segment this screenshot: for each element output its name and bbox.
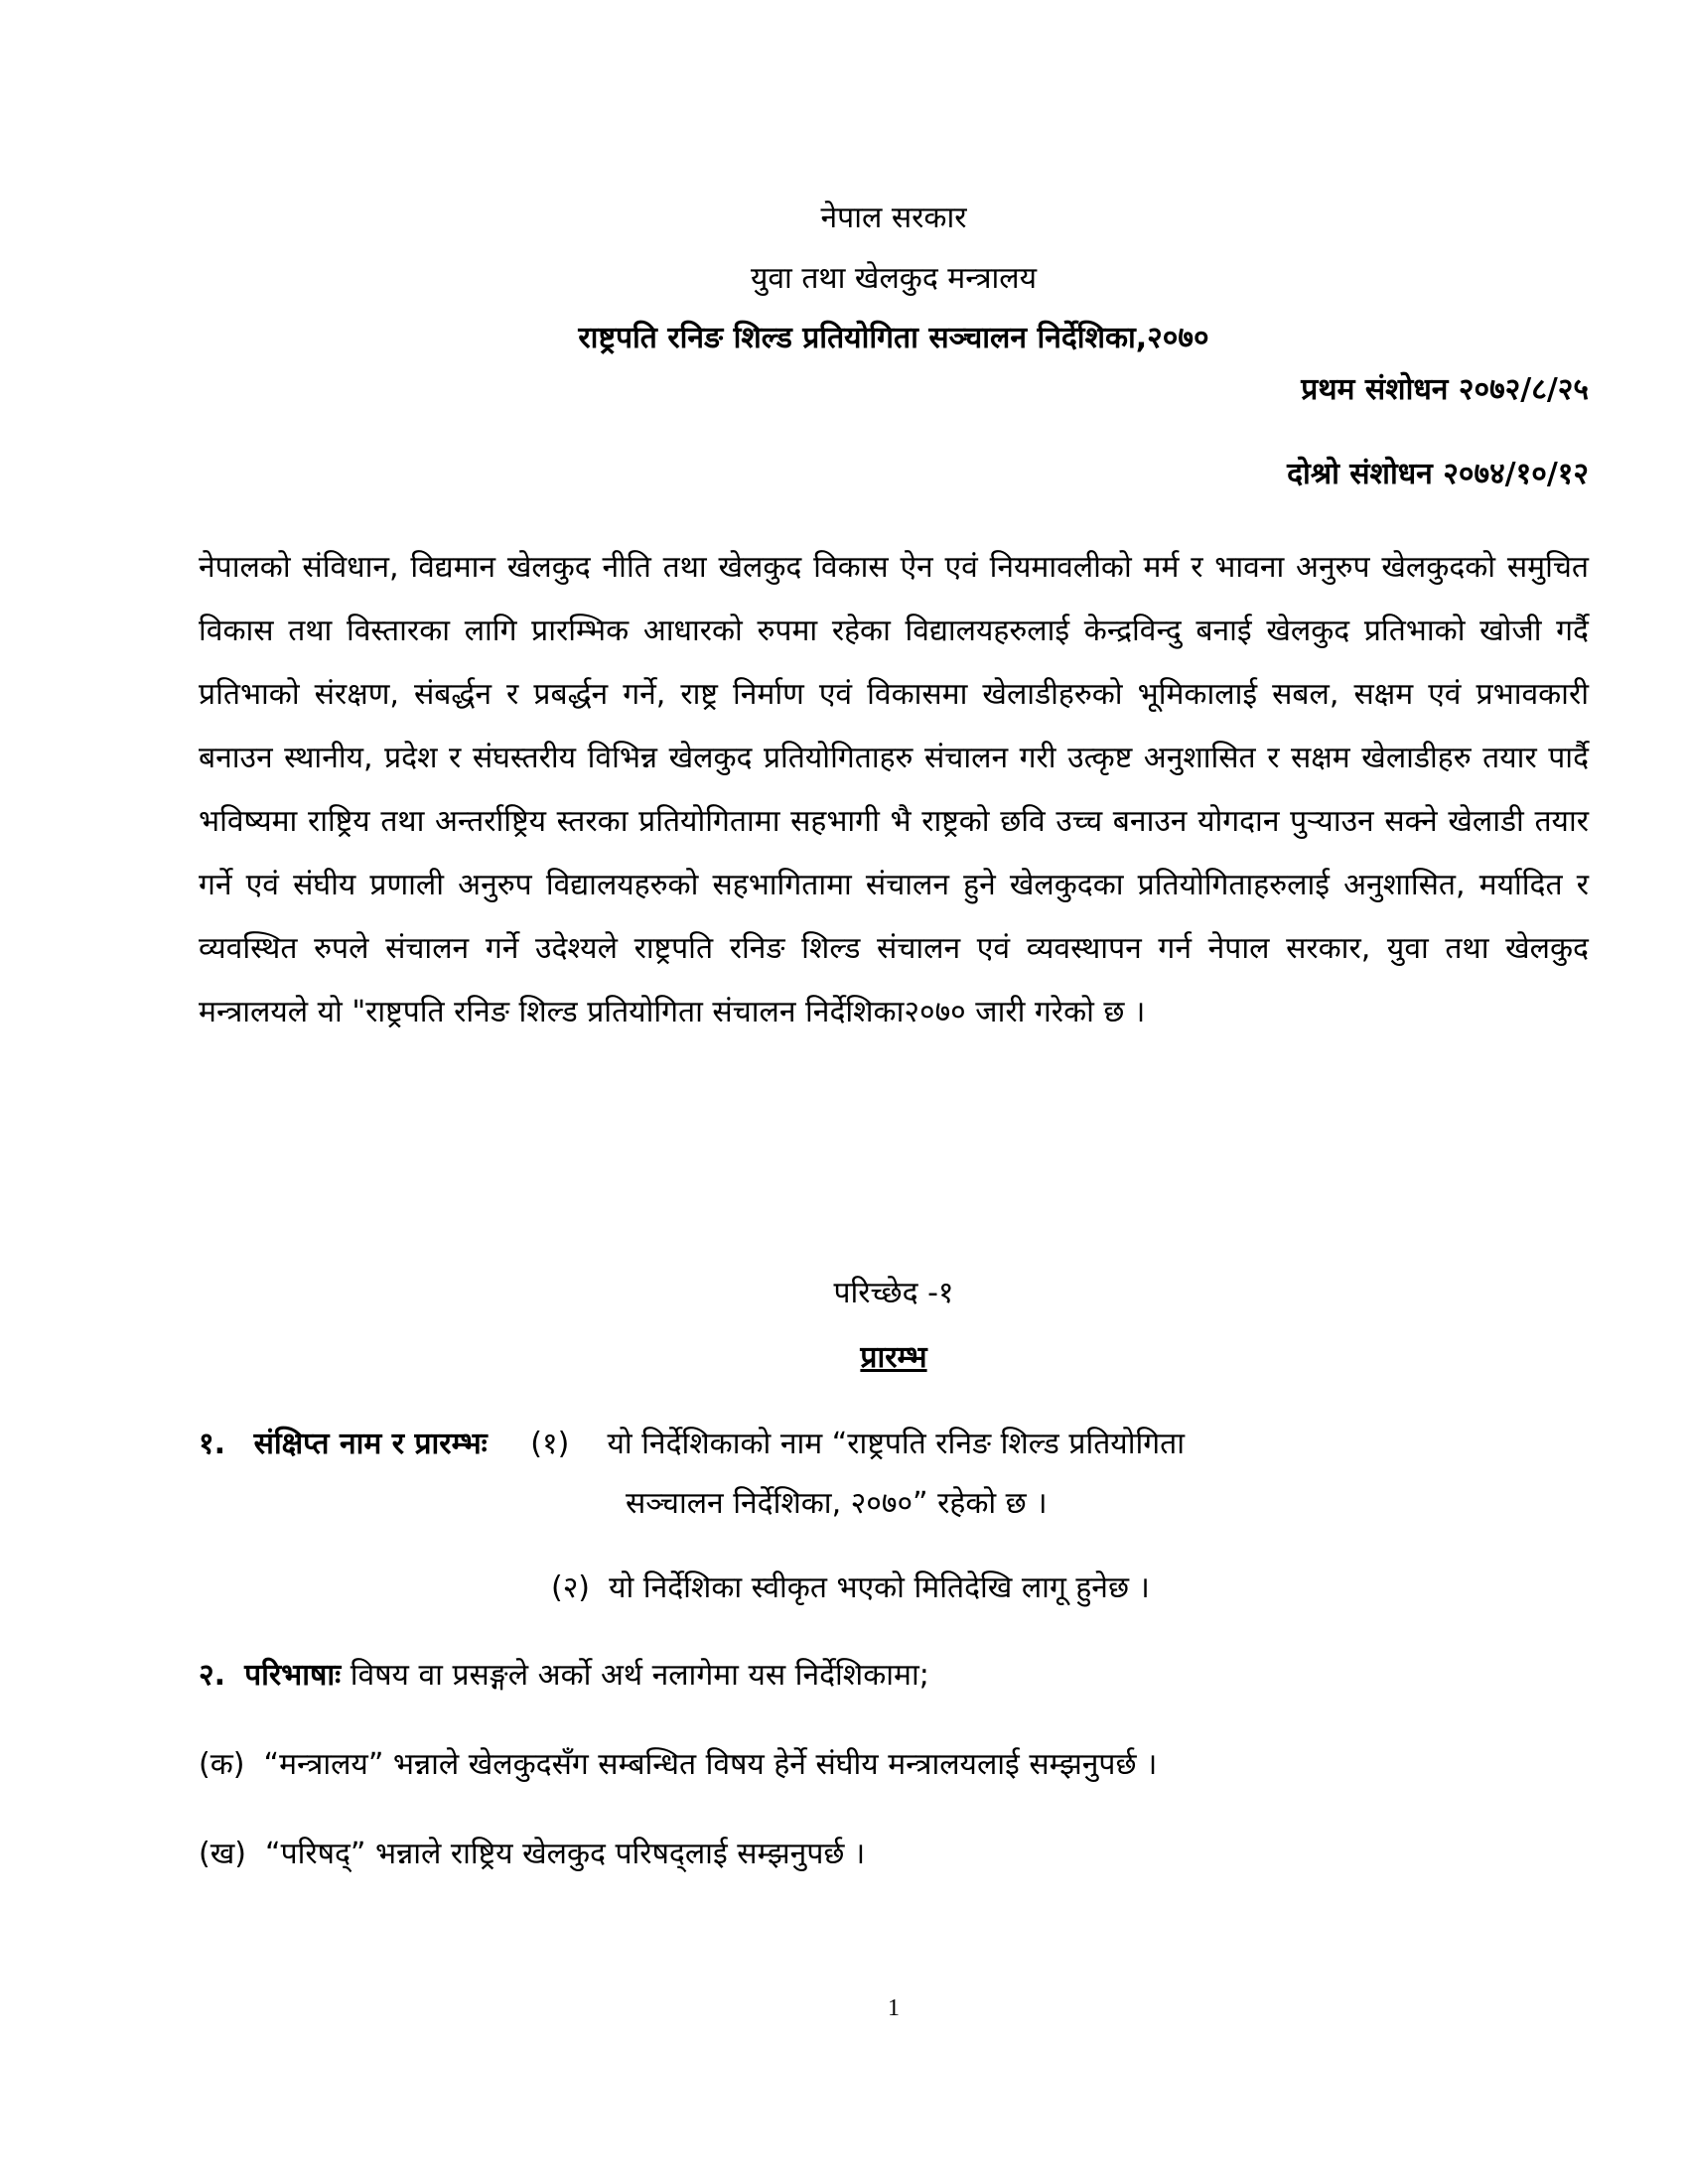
government-name: नेपाल सरकार: [820, 201, 967, 235]
clause-1-sub1-continuation: सञ्चालन निर्देशिका, २०७०” रहेको छ ।: [626, 1486, 1048, 1521]
clause-1-sub2-line: [551, 1566, 1150, 1606]
clause-1-sub1-text: यो निर्देशिकाको नाम “राष्ट्रपति रनिङ शिल्ड प्रतियोगिता: [607, 1427, 1186, 1461]
clause-1-sub1-number: (१): [530, 1427, 570, 1461]
clause-2-number: २.: [199, 1658, 225, 1693]
chapter-label: परिच्छेद -१: [833, 1276, 954, 1310]
clause-2-text: विषय वा प्रसङ्गले अर्को अर्थ नलागेमा यस निर्देशिकामा;: [350, 1658, 929, 1693]
chapter-heading: प्रारम्भ: [860, 1340, 927, 1375]
definition-ka-number: (क): [199, 1747, 245, 1782]
definition-kha: [199, 1832, 865, 1872]
second-amendment: दोश्रो संशोधन २०७४/१०/१२: [1287, 457, 1589, 491]
definition-ka-text: “मन्त्रालय” भन्नाले खेलकुदसँग सम्बन्धित विषय हेर्ने संघीय मन्त्रालयलाई सम्झनुपर्छ ।: [263, 1747, 1158, 1782]
clause-2-title: परिभाषाः: [244, 1658, 342, 1693]
clause-1-sub2-number: (२): [551, 1570, 591, 1605]
definition-kha-number: (ख): [199, 1837, 246, 1871]
clause-1-line: [199, 1422, 1185, 1462]
first-amendment: प्रथम संशोधन २०७२/८/२५: [1301, 372, 1589, 407]
document-title: राष्ट्रपति रनिङ शिल्ड प्रतियोगिता सञ्चालन निर्देशिका,२०७०: [578, 321, 1209, 355]
definition-kha-text: “परिषद्” भन्नाले राष्ट्रिय खेलकुद परिषद्लाई सम्झनुपर्छ ।: [265, 1837, 866, 1871]
ministry-name: युवा तथा खेलकुद मन्त्रालय: [750, 261, 1038, 296]
clause-1-number: १.: [199, 1427, 225, 1461]
clause-1-title: संक्षिप्त नाम र प्रारम्भः: [253, 1427, 488, 1461]
clause-2-line: [199, 1653, 929, 1694]
clause-1-sub2-text: यो निर्देशिका स्वीकृत भएको मितिदेखि लागू हुनेछ ।: [609, 1570, 1150, 1605]
preamble-paragraph: नेपालको संविधान, विद्यमान खेलकुद नीति तथा खेलकुद विकास ऐन एवं नियमावलीको मर्म र भावना अनुरुप खेलकुदको समुचित विकास तथा विस्तारका लागि प्रारम्भिक आधारको रुपमा रहेका विद्यालयहरुलाई केन्द्रविन्दु बनाई खेलकुद प्रतिभाको खोजी गर्दै प्रतिभाको संरक्षण, संबर्द्धन र प्रबर्द्धन गर्ने, राष्ट्र निर्माण एवं विकासमा खेलाडीहरुको भूमिकालाई सबल, सक्षम एवं प्रभावकारी बनाउन स्थानीय, प्रदेश र संघस्तरीय विभिन्न खेलकुद प्रतियोगिताहरु संचालन गरी उत्कृष्ट अनुशासित र सक्षम खेलाडीहरु तयार पार्दै भविष्यमा राष्ट्रिय तथा अन्तर्राष्ट्रिय स्तरका प्रतियोगितामा सहभागी भै राष्ट्रको छवि उच्च बनाउन योगदान पुऱ्याउन सक्ने खेलाडी तयार गर्ने एवं संघीय प्रणाली अनुरुप विद्यालयहरुको सहभागितामा संचालन हुने खेलकुदका प्रतियोगिताहरुलाई अनुशासित, मर्यादित र व्यवस्थित रुपले संचालन गर्ने उदेश्यले राष्ट्रपति रनिङ शिल्ड संचालन एवं व्यवस्थापन गर्न नेपाल सरकार, युवा तथा खेलकुद मन्त्रालयले यो "राष्ट्रपति रनिङ शिल्ड प्रतियोगिता संचालन निर्देशिका२०७० जारी गरेको छ ।: [199, 550, 1589, 1029]
page-number: 1: [888, 1995, 900, 2021]
definition-ka: [199, 1742, 1157, 1783]
